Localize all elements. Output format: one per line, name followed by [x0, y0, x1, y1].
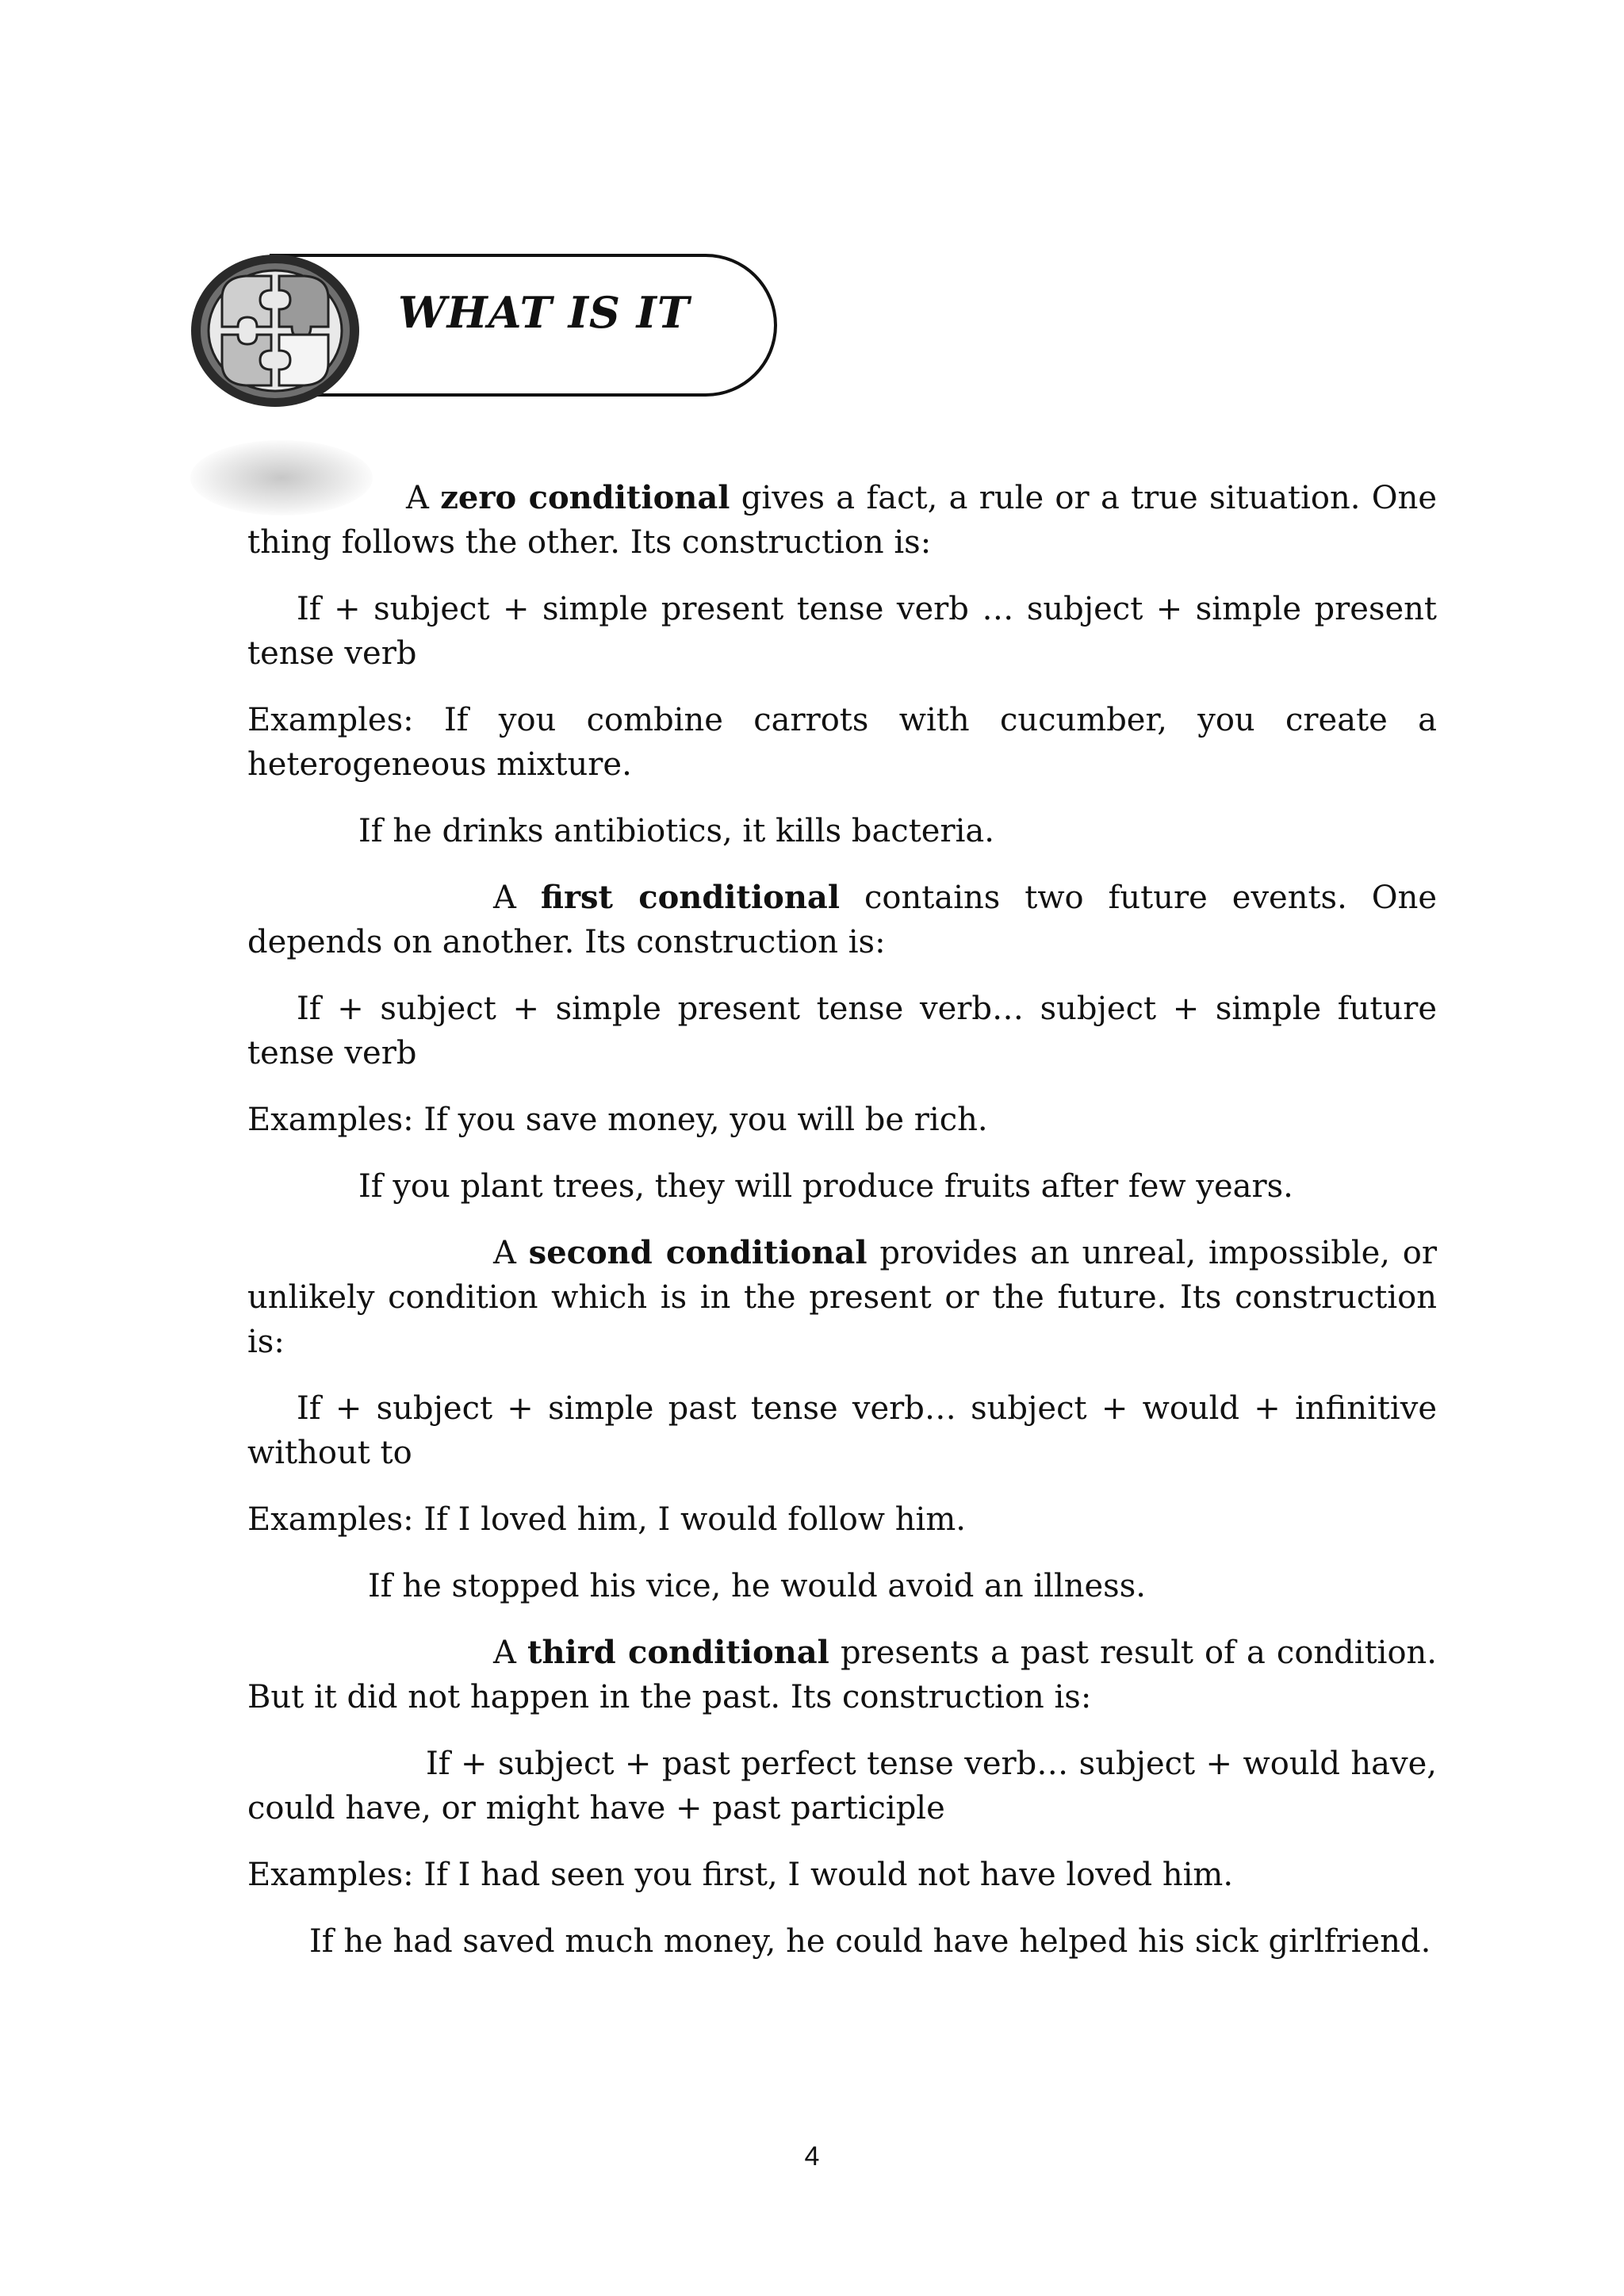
- text-run: A: [493, 1235, 529, 1271]
- zero-conditional-example-2: If he drinks antibiotics, it kills bacteria.: [358, 813, 994, 849]
- text-run: provides an unreal, impossible, or unlikely condition which is in the present or the future. Its construction is:: [247, 1235, 1438, 1360]
- text-run: contains two future events. One depends on another. Its construction is:: [247, 880, 1438, 960]
- term-second-conditional: second conditional: [528, 1234, 868, 1271]
- text-run: A: [493, 1635, 527, 1671]
- text-run: gives a fact, a rule or a true situation. One thing follows the other. Its construction is:: [247, 480, 1438, 561]
- term-first-conditional: first conditional: [540, 879, 841, 916]
- second-conditional-definition: [247, 1231, 1437, 1364]
- third-conditional-example-1: Examples: If I had seen you first, I would not have loved him.: [247, 1857, 1234, 1893]
- puzzle-icon: [189, 252, 362, 409]
- zero-conditional-definition: [247, 476, 1437, 565]
- first-conditional-definition: [247, 876, 1437, 964]
- text-run: A: [406, 480, 441, 516]
- third-conditional-example-2: If he had saved much money, he could have helped his sick girlfriend.: [309, 1923, 1431, 1960]
- first-conditional-example-1: Examples: If you save money, you will be rich.: [247, 1102, 988, 1138]
- section-title: WHAT IS IT: [398, 287, 691, 338]
- lesson-body: [247, 476, 1437, 1986]
- third-conditional-construction: If + subject + past perfect tense verb… subject + would have, could have, or might have + past participle: [247, 1746, 1437, 1826]
- second-conditional-example-2: If he stopped his vice, he would avoid an illness.: [368, 1568, 1146, 1604]
- page-number: 4: [804, 2141, 820, 2171]
- text-run: presents a past result of a condition. But it did not happen in the past. Its construction is:: [247, 1635, 1438, 1715]
- term-zero-conditional: zero conditional: [440, 479, 730, 516]
- zero-conditional-example-1: Examples: If you combine carrots with cucumber, you create a heterogeneous mixture.: [247, 702, 1437, 783]
- first-conditional-example-2: If you plant trees, they will produce fruits after few years.: [358, 1168, 1293, 1205]
- first-conditional-construction: If + subject + simple present tense verb… subject + simple future tense verb: [247, 991, 1437, 1071]
- text-run: A: [493, 880, 541, 916]
- second-conditional-example-1: Examples: If I loved him, I would follow him.: [247, 1501, 966, 1538]
- term-third-conditional: third conditional: [527, 1634, 829, 1671]
- zero-conditional-construction: If + subject + simple present tense verb … subject + simple present tense verb: [247, 591, 1437, 672]
- second-conditional-construction: If + subject + simple past tense verb… subject + would + infinitive without to: [247, 1390, 1437, 1471]
- third-conditional-definition: [247, 1631, 1437, 1719]
